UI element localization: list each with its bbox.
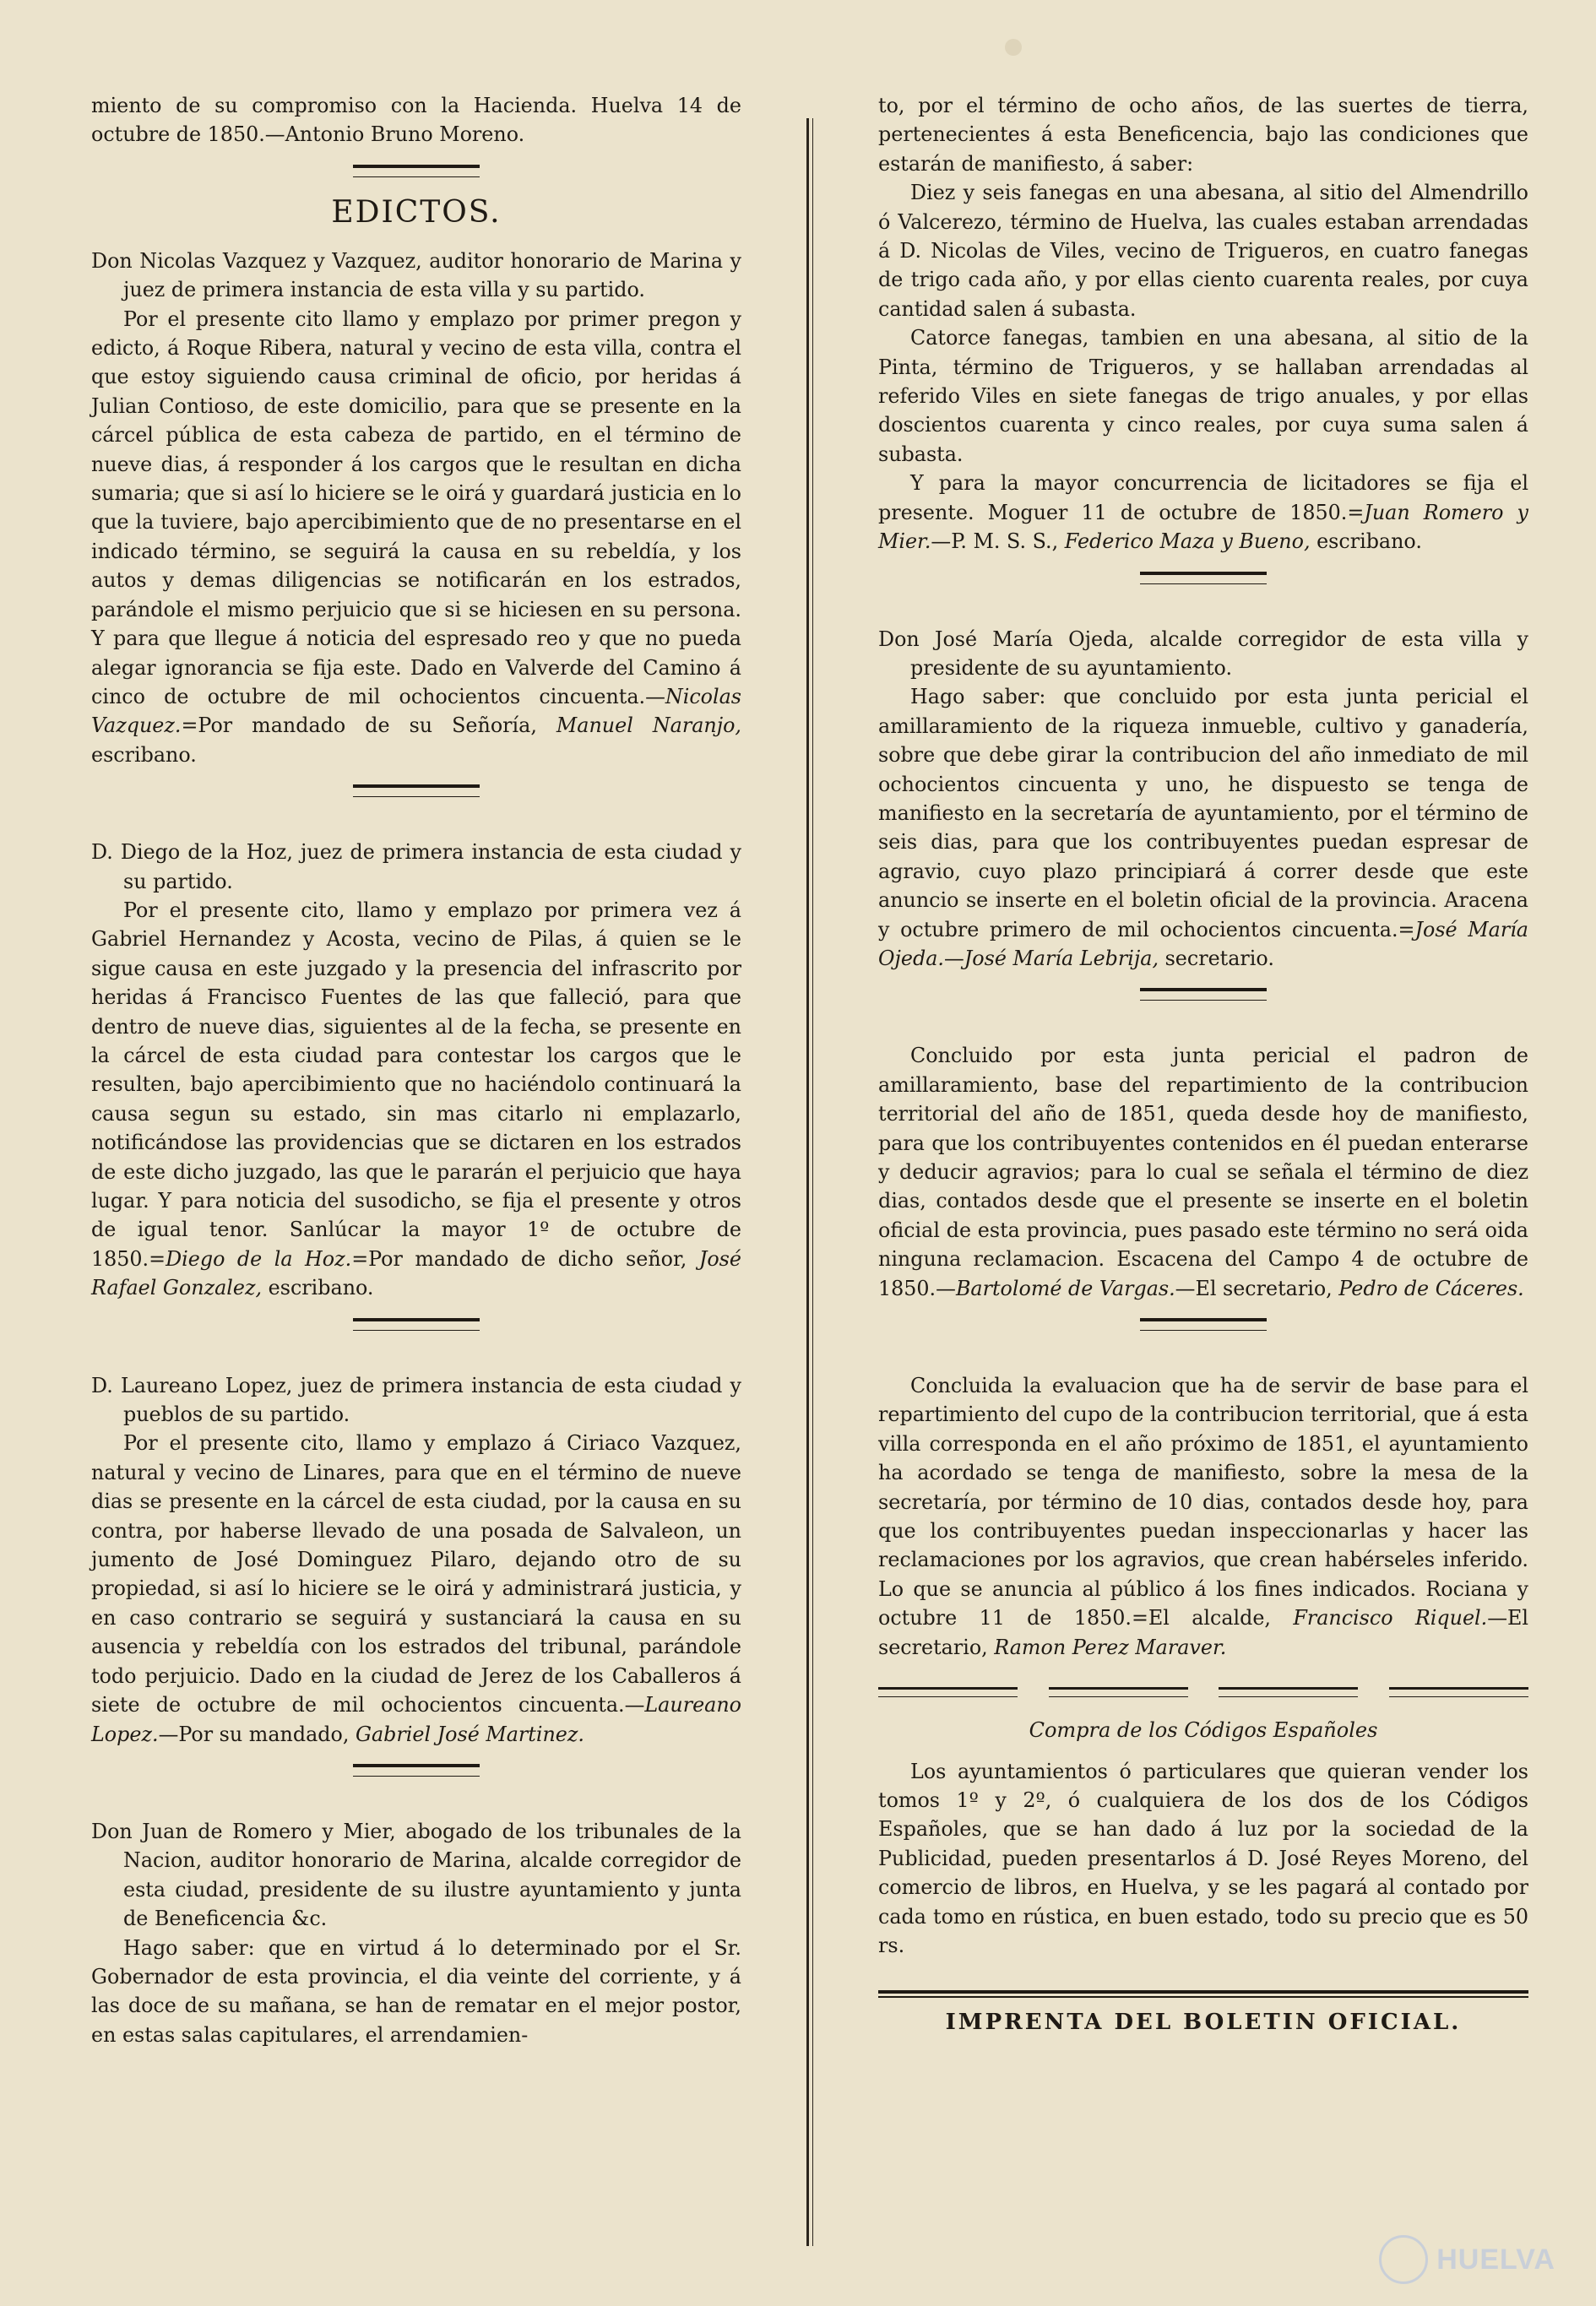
edict-1-body: Por el presente cito llamo y emplazo por primer pregon y edicto, á Roque Ribera, natural y vecino de esta villa, contra el que estoy siguiendo causa criminal de oficio, por heridas á Julian Contioso, de este domicilio, para que se presente en la cárcel pública de esta cabeza de partido, en el término de nueve dias, á responder á los cargos que le resultan en dicha sumaria; que si así lo hiciere se le oirá y guardará justicia en lo que la tuviere, bajo apercibimiento que de no presentarse en el indicado término, se seguirá la causa en su rebeldía, y los autos y demas diligencias se notificarán en los estrados, parándole el mismo perjuicio que si se hiciesen en su persona. Y para que llegue á noticia del espresado reo y que no pueda alegar ignorancia se fija este. Dado en Valverde del Camino á cinco de octubre de mil ochocientos cincuenta.—Nicolas Vazquez.=Por mandado de su Señoría, Manuel Naranjo, escribano.: [91, 307, 742, 767]
edict-7-body: Concluida la evaluacion que ha de servir de base para el repartimiento del cupo de la contribucion territorial, que á esta villa corresponda en el año próximo de 1851, el ayuntamiento ha acordado se tenga de manifiesto, sobre la mesa de la secretaría, por término de 10 dias, contados desde hoy, para que los contribuyentes puedan inspeccionarlas y hacer las reclamaciones por los agravios, que crean habérseles inferido. Lo que se anuncia al público á los fines indicados. Rociana y octubre 11 de 1850.=El alcalde, Francisco Riquel.—El secretario, Ramon Perez Maraver.: [878, 1374, 1528, 1659]
edict-4-clerk: Federico Maza y Bueno,: [1064, 529, 1311, 554]
ornament-rule: [1140, 572, 1267, 584]
edict-7-signature: Francisco Riquel.: [1293, 1606, 1488, 1630]
ornament-rule: [353, 784, 480, 797]
edict-4-signature: Juan Romero y Mier.: [878, 500, 1528, 554]
archive-watermark: [1379, 2235, 1555, 2284]
edict-4-item-1: Diez y seis fanegas en una abesana, al sitio del Almendrillo ó Valcerezo, término de Huelva, las cuales estaban arrendadas á D. Nicolas de Viles, vecino de Trigueros, en cuatro fanegas de trigo cada año, y por ellas ciento cuarenta reales, por cuya cantidad salen á subasta.: [878, 181, 1528, 321]
edict-6-secretary: Pedro de Cáceres.: [1338, 1276, 1524, 1300]
notice-title: Compra de los Códigos Españoles: [1029, 1718, 1378, 1743]
column-divider-thin: [812, 118, 813, 2246]
ornament-rule: [353, 165, 480, 177]
edict-5-signature: José María Ojeda.: [878, 917, 1528, 970]
edict-6-body: Concluido por esta junta pericial el padron de amillaramiento, base del repartimiento de la contribucion territorial del año de 1851, queda desde hoy de manifiesto, para que los contribuyentes contenidos en él puedan enterarse y deducir agravios; para lo cual se señala el término de diez dias, contados desde que el presente se inserte en el boletin oficial de esta provincia, pues pasado este término no será oida ninguna reclamacion. Escacena del Campo 4 de octubre de 1850.—Bartolomé de Vargas.—El secretario, Pedro de Cáceres.: [878, 1044, 1528, 1300]
paper-hole: [1005, 39, 1022, 56]
edict-7-secretary: Ramon Perez Maraver.: [994, 1635, 1227, 1659]
section-title: EDICTOS.: [331, 194, 502, 230]
ornament-rule: [1140, 988, 1267, 1001]
imprint-line: IMPRENTA DEL BOLETIN OFICIAL.: [945, 2009, 1462, 2035]
edict-5-heading: Don José María Ojeda, alcalde corregidor de esta villa y presidente de su ayuntamiento.: [878, 627, 1528, 680]
ornament-row: [878, 1687, 1528, 1697]
watermark-text: HUELVA: [1436, 2243, 1555, 2276]
edict-1-clerk: Manuel Naranjo,: [556, 714, 742, 738]
edict-4-heading: Don Juan de Romero y Mier, abogado de los tribunales de la Nacion, auditor honorario de Marina, alcalde corregidor de esta ciudad, presidente de su ilustre ayuntamiento y junta de Beneficencia &c.: [91, 1819, 741, 1931]
left-column: [91, 91, 741, 2049]
seal-icon: [1379, 2235, 1428, 2284]
edict-2-signature: Diego de la Hoz.: [166, 1246, 352, 1271]
opening-text: miento de su compromiso con la Hacienda. Huelva 14 de octubre de 1850.—Antonio Bruno Moreno.: [91, 94, 741, 147]
ornament-rule: [1140, 1318, 1267, 1331]
edict-3-clerk: Gabriel José Martinez.: [355, 1722, 584, 1746]
edict-2-heading: D. Diego de la Hoz, juez de primera instancia de esta ciudad y su partido.: [91, 840, 741, 893]
edict-4-continuation: to, por el término de ocho años, de las suertes de tierra, pertenecientes á esta Beneficencia, bajo las condiciones que estarán de manifiesto, á saber:: [878, 94, 1528, 176]
edict-2-body: Por el presente cito, llamo y emplazo por primera vez á Gabriel Hernandez y Acosta, vecino de Pilas, á quien se le sigue causa en este juzgado y la presencia del infrascrito por heridas á Francisco Fuentes de las que falleció, para que dentro de nueve dias, siguientes al de la fecha, se presente en la cárcel de esta ciudad para contestar los cargos que le resulten, bajo apercibimiento que no haciéndolo continuará la causa segun su estado, sin mas citarlo ni emplazarlo, notificándose las providencias que se dictaren en los estrados de este dicho juzgado, las que le pararán el perjuicio que haya lugar. Y para noticia del susodicho, se fija el presente y otros de igual tenor. Sanlúcar la mayor 1º de octubre de 1850.=Diego de la Hoz.=Por mandado de dicho señor, José Rafael Gonzalez, escribano.: [91, 898, 741, 1300]
right-column: [878, 91, 1528, 2037]
edict-4-body: Hago saber: que en virtud á lo determinado por el Sr. Gobernador de esta provincia, el dia veinte del corriente, y á las doce de su mañana, se han de rematar en el mejor postor, en estas salas capitulares, el arrendamien-: [91, 1935, 741, 2047]
edict-6-signature: Bartolomé de Vargas.: [955, 1276, 1175, 1300]
edict-4-item-2: Catorce fanegas, tambien en una abesana, al sitio de la Pinta, término de Trigueros, y se hallaban arrendadas al referido Viles en siete fanegas de trigo anuales, y por ellas doscientos cuarenta y cinco reales, por cuya suma salen á subasta.: [878, 326, 1528, 466]
footer-rule-thin: [878, 1996, 1528, 1998]
notice-body: Los ayuntamientos ó particulares que quieran vender los tomos 1º y 2º, ó cualquiera de los dos de los Códigos Españoles, que se han dado á luz por la sociedad de la Publicidad, pueden presentarlos á D. José Reyes Moreno, del comercio de libros, en Huelva, y se les pagará al contado por cada tomo en rústica, en buen estado, todo su precio que es 50 rs.: [878, 1759, 1528, 1957]
ornament-rule: [353, 1764, 480, 1777]
edict-1-signature: Nicolas Vazquez.: [91, 684, 741, 738]
edict-3-body: Por el presente cito, llamo y emplazo á Ciriaco Vazquez, natural y vecino de Linares, para que en el término de nueve dias se presente en la cárcel de esta ciudad, por la causa en su contra, por haberse llevado de una posada de Salvaleon, un jumento de José Dominguez Pilaro, dejando otro de su propiedad, si así lo hiciere se le oirá y administrará justicia, y en caso contrario se seguirá y sustanciará la causa en su ausencia y rebeldía con los estrados del tribunal, parándole todo perjuicio. Dado en la ciudad de Jerez de los Caballeros á siete de octubre de mil ochocientos cincuenta.—Laureano Lopez.—Por su mandado, Gabriel José Martinez.: [91, 1431, 741, 1746]
edict-5-body: Hago saber: que concluido por esta junta pericial el amillaramiento de la riqueza inmueble, cultivo y ganadería, sobre que debe girar la contribucion del año inmediato de mil ochocientos cincuenta y uno, he dispuesto se tenga de manifiesto en la secretaría de ayuntamiento, por el término de seis dias, para que los contribuyentes puedan espresar de agravio, cuyo plazo principiará á correr desde que este anuncio se inserte en el boletin oficial de la provincia. Aracena y octubre primero de mil ochocientos cincuenta.=José María Ojeda.—José María Lebrija, secretario.: [878, 685, 1528, 970]
edict-1-heading: Don Nicolas Vazquez y Vazquez, auditor honorario de Marina y juez de primera instancia de esta villa y su partido.: [91, 248, 741, 302]
edict-4-closing: Y para la mayor concurrencia de licitadores se fija el presente. Moguer 11 de octubre de 1850.=Juan Romero y Mier.—P. M. S. S., Federico Maza y Bueno, escribano.: [878, 471, 1528, 554]
edict-2-clerk: José Rafael Gonzalez,: [91, 1246, 741, 1300]
footer-rule: [878, 1990, 1528, 1994]
edict-5-secretary: José María Lebrija,: [964, 946, 1159, 970]
column-divider: [806, 118, 809, 2246]
edict-3-heading: D. Laureano Lopez, juez de primera instancia de esta ciudad y pueblos de su partido.: [91, 1373, 741, 1427]
edict-3-signature: Laureano Lopez.: [91, 1693, 741, 1746]
ornament-rule: [353, 1318, 480, 1331]
